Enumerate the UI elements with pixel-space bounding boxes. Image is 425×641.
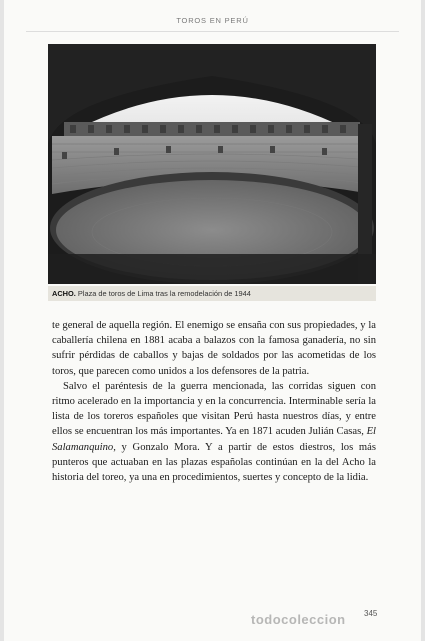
caption-label: ACHO. bbox=[52, 289, 76, 298]
page-number: 345 bbox=[364, 609, 378, 618]
caption-text: Plaza de toros de Lima tras la remodelación de 1944 bbox=[75, 289, 251, 298]
text-run: , y Gonzalo Mora. Y a partir de estos diestros, los más punteros que actuaban en las plazas españolas continúan en la del Acho la historia del toreo, ya una en procedimientos, suertes y concepto de la lidia. bbox=[52, 441, 376, 484]
paragraph bbox=[52, 318, 376, 379]
running-head: TOROS EN PERÚ bbox=[176, 16, 249, 25]
text-run: te general de aquella región. El enemigo se ensaña con sus propiedades, y la caballería chilena en 1881 acaba a balazos con la famosa ganadería, no sin sufrir pérdidas de caballos y bajas de soldados por las acometidas de los toros, que parecen como unidos a los defensores de la patria. bbox=[52, 320, 376, 377]
watermark-logo: todocoleccion bbox=[251, 612, 346, 627]
text-run: Salvo el paréntesis de la guerra mencionada, las corridas siguen con ritmo acelerado en la importancia y en la concurrencia. Interminable sería la lista de los toreros españoles que visitan Perú hasta nuestros días, y entre ellos se encuentran los más importantes. Ya en 1871 acuden Julián Casas, bbox=[52, 380, 376, 438]
figure-caption bbox=[48, 286, 376, 301]
paragraph bbox=[52, 379, 376, 485]
header-rule bbox=[26, 31, 399, 32]
italic-run: El Salamanquino bbox=[52, 426, 376, 453]
bullring-photo bbox=[48, 44, 376, 284]
book-page bbox=[4, 0, 421, 641]
body-text bbox=[52, 318, 376, 485]
